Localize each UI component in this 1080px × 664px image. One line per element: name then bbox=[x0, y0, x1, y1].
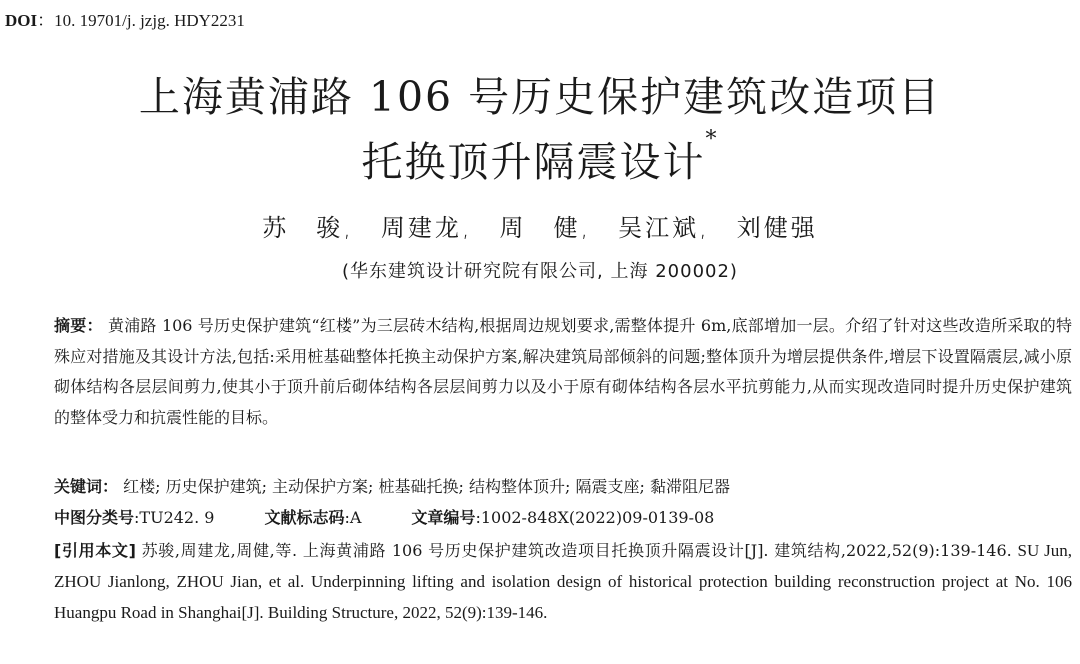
clc-segment bbox=[54, 503, 214, 534]
citation-text-cn: 苏骏,周建龙,周健,等. 上海黄浦路 106 号历史保护建筑改造项目托换顶升隔震设计[J]. 建筑结构,2022,52(9):139-146. bbox=[135, 541, 1018, 560]
citation-label: [引用本文] bbox=[54, 541, 136, 560]
article-no-segment bbox=[411, 503, 714, 534]
doi-line bbox=[5, 6, 245, 31]
doi-label: DOI bbox=[5, 11, 38, 30]
clc-label: 中图分类号 bbox=[54, 508, 135, 527]
title-line-2-text: 托换顶升隔震设计 bbox=[361, 138, 706, 186]
doc-code-value: :A bbox=[344, 508, 362, 527]
keywords-label: 关键词： bbox=[54, 477, 119, 496]
clc-value: :TU242. 9 bbox=[134, 508, 215, 527]
citation-text-en: SU Jun, ZHOU Jianlong, ZHOU Jian, et al. Underpinning lifting and isolation design of historical protection building reconstruction project at No. 106 Huangpu Road in Shanghai[J]. Building Structure, 2022, 52(9):139-146. bbox=[54, 541, 1072, 622]
keywords-text: 红楼; 历史保护建筑; 主动保护方案; 桩基础托换; 结构整体顶升; 隔震支座; 黏滞阻尼器 bbox=[118, 477, 730, 496]
authors: 苏 骏, 周建龙, 周 健, 吴江斌, 刘健强 bbox=[262, 214, 818, 242]
doc-code-label: 文献标志码 bbox=[264, 508, 345, 527]
title-line-1: 上海黄浦路 106 号历史保护建筑改造项目 bbox=[138, 73, 942, 121]
doi-value: ：10. 19701/j. jzjg. HDY2231 bbox=[37, 11, 245, 30]
article-no-label: 文章编号 bbox=[411, 508, 476, 527]
article-no-value: :1002-848X(2022)09-0139-08 bbox=[475, 508, 715, 527]
affiliation: (华东建筑设计研究院有限公司, 上海 200002) bbox=[342, 261, 738, 282]
doc-code-segment bbox=[264, 503, 361, 534]
title-line-2 bbox=[0, 129, 1080, 188]
keywords bbox=[54, 472, 1072, 503]
title-footnote-mark: * bbox=[705, 127, 719, 152]
abstract-text: 黄浦路 106 号历史保护建筑“红楼”为三层砖木结构,根据周边规划要求,需整体提升 6m,底部增加一层。介绍了针对这些改造所采取的特殊应对措施及其设计方法,包括:采用桩基础整体托换主动保护方案,解决建筑局部倾斜的问题;整体顶升为增层提供条件,增层下设置隔震层,减小原砌体结构各层层间剪力,使其小于顶升前后砌体结构各层层间剪力以及小于原有砌体结构各层水平抗剪能力,从而实现改造同时提升历史保护建筑的整体受力和抗震性能的目标。 bbox=[54, 316, 1072, 427]
abstract bbox=[54, 311, 1072, 433]
abstract-label: 摘要： bbox=[54, 316, 103, 335]
classification-line bbox=[54, 503, 1072, 534]
citation bbox=[54, 535, 1072, 628]
